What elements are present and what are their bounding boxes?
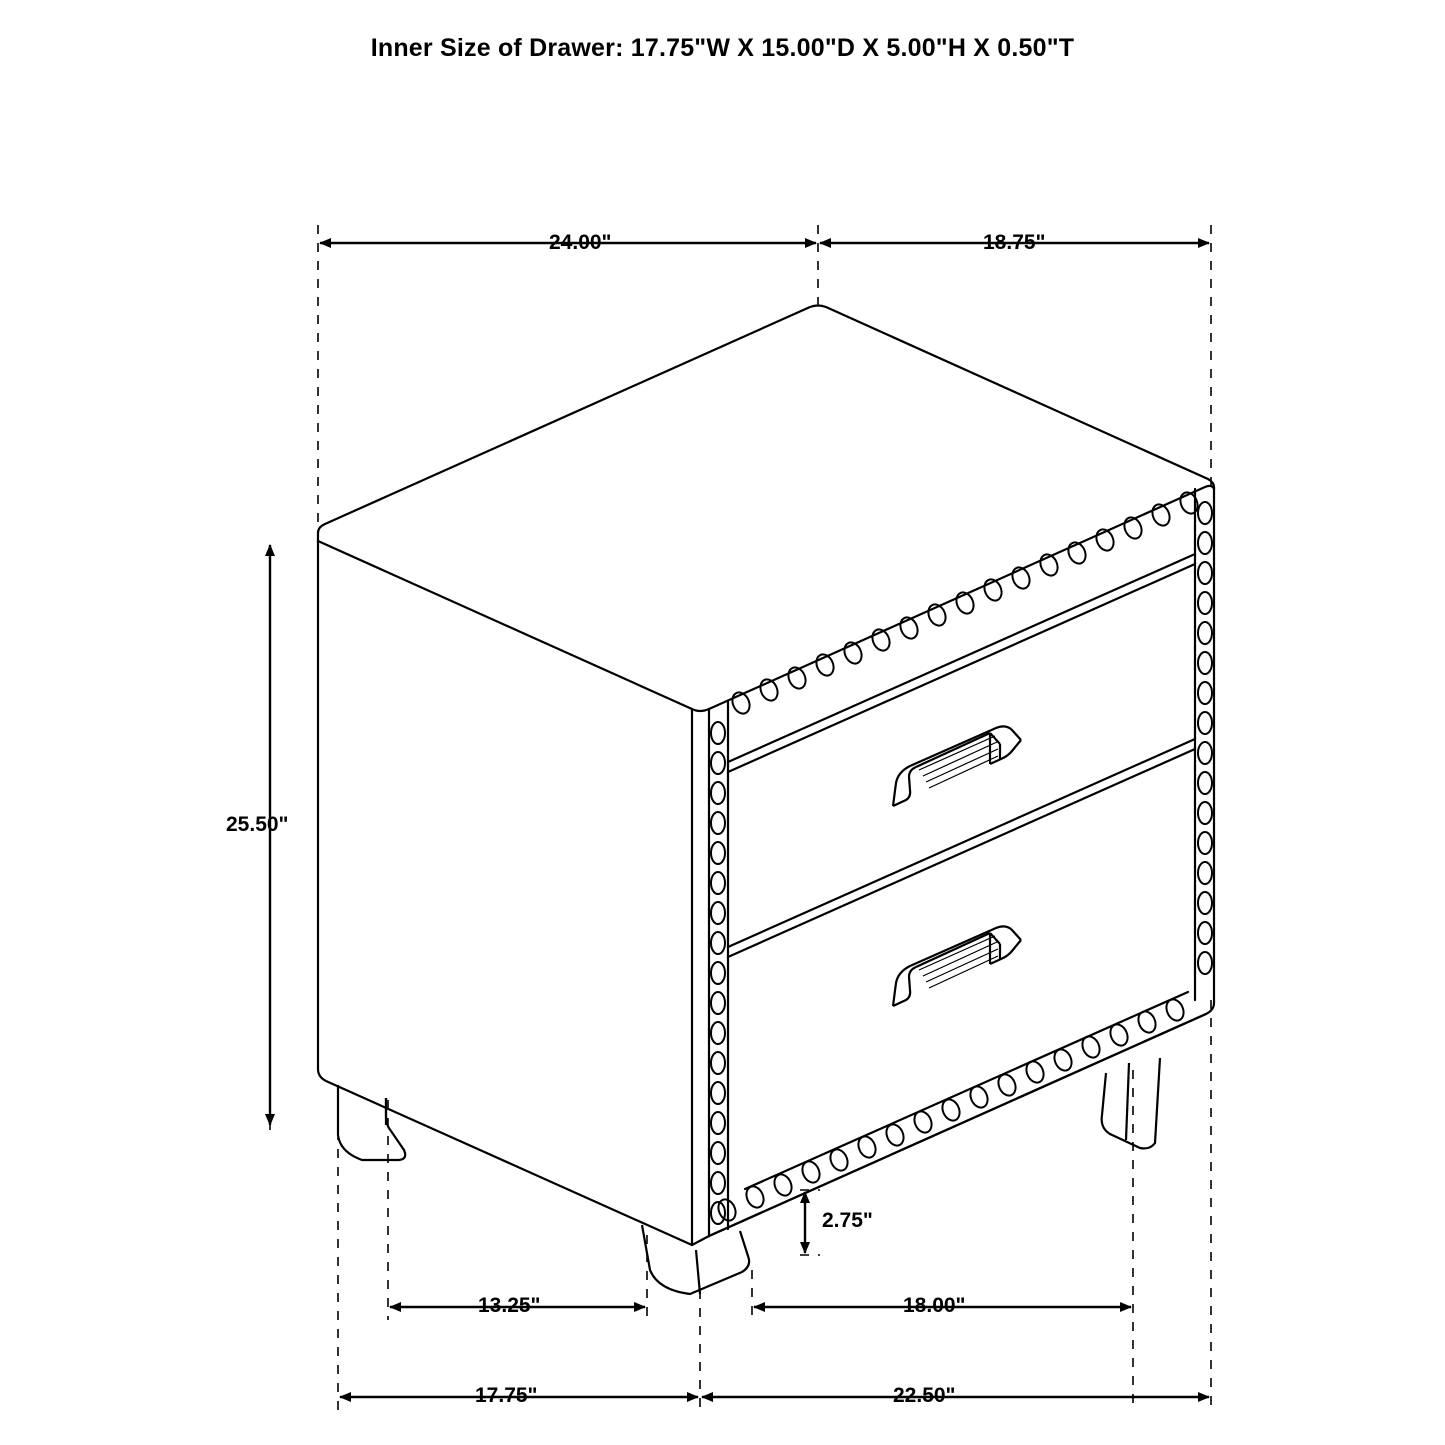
- dimension-label-top-right-depth: 18.75": [983, 231, 1046, 254]
- dimension-label-front-inner-width: 13.25": [478, 1294, 541, 1317]
- drawer-handle-lower: [893, 926, 1021, 1006]
- cabinet-body: [318, 306, 1214, 1246]
- dimension-label-side-inner-depth: 18.00": [903, 1294, 966, 1317]
- dimension-label-front-outer-width: 17.75": [475, 1384, 538, 1407]
- dimension-label-top-left-width: 24.00": [549, 231, 612, 254]
- dimension-label-leg-height: 2.75": [822, 1209, 873, 1232]
- page-title: Inner Size of Drawer: 17.75"W X 15.00"D X 5.00"H X 0.50"T: [370, 34, 1075, 62]
- drawer-handle-upper: [893, 726, 1021, 806]
- nailhead-trim: [711, 490, 1212, 1224]
- dimension-label-overall-height: 25.50": [226, 813, 289, 836]
- legs: [338, 1058, 1160, 1294]
- dimension-label-side-outer-depth: 22.50": [893, 1384, 956, 1407]
